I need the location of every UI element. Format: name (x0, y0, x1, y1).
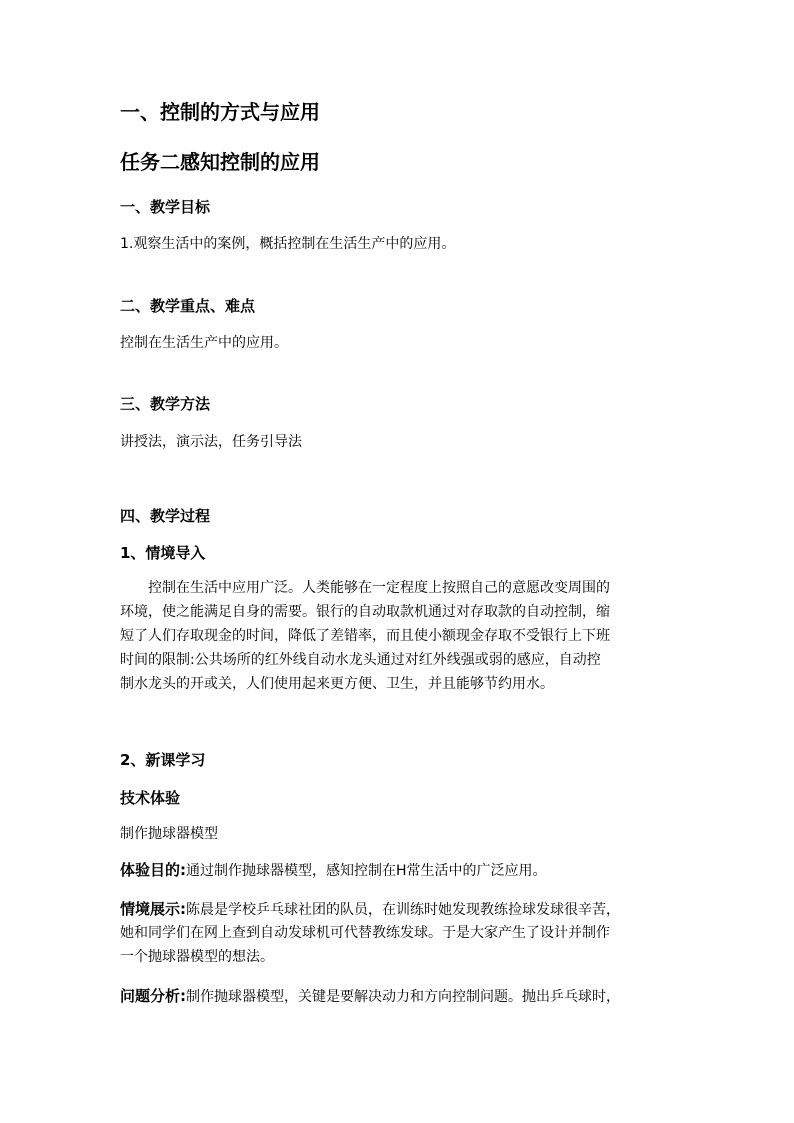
objective-item: 1.观察生活中的案例，概括控制在生活生产中的应用。 (120, 236, 456, 252)
key-points-text: 控制在生活生产中的应用。 (120, 335, 288, 351)
scene-paragraph (120, 897, 680, 969)
problem-text: 制作抛球器模型，关键是要解决动力和方向控制问题。抛出乒乓球时， (186, 989, 620, 1005)
scene-label: 情境展示: (120, 900, 186, 918)
methods-text: 讲授法，演示法，任务引导法 (120, 434, 302, 450)
paragraph-line: 制水龙头的开或关，人们使用起来更方便、卫生，并且能够节约用水。 (120, 676, 554, 692)
activity-title: 制作抛球器模型 (120, 826, 218, 842)
paragraph-line: 一个抛球器模型的想法。 (120, 949, 274, 965)
intro-paragraph (120, 576, 680, 696)
purpose-text: 通过制作抛球器模型，感知控制在H常生活中的广泛应用。 (186, 863, 547, 879)
subsection-heading-intro: 1、情境导入 (120, 544, 206, 562)
scene-text-1: 陈晨是学校乒乓球社团的队员，在训练时她发现教练捡球发球很辛苦， (186, 902, 620, 918)
purpose-label: 体验目的: (120, 861, 186, 879)
doc-title-2: 任务二感知控制的应用 (120, 150, 320, 174)
section-heading-key-points: 二、教学重点、难点 (120, 297, 256, 315)
section-heading-methods: 三、教学方法 (120, 395, 211, 413)
paragraph-line: 环境，使之能满足自身的需要。银行的自动取款机通过对存取款的自动控制，缩 (120, 604, 610, 620)
subsection-heading-new-lesson: 2、新课学习 (120, 751, 206, 769)
doc-title-1: 一、控制的方式与应用 (120, 100, 320, 124)
tech-experience-heading: 技术体验 (120, 789, 181, 807)
problem-label: 问题分析: (120, 987, 186, 1005)
paragraph-line (120, 897, 680, 921)
paragraph-line: 短了人们存取现金的时间，降低了差错率，而且使小额现金存取不受银行上下班 (120, 628, 610, 644)
paragraph-line: 她和同学们在网上查到自动发球机可代替教练发球。于是大家产生了设计并制作 (120, 925, 610, 941)
problem-line (120, 985, 680, 1008)
purpose-line (120, 859, 680, 882)
paragraph-line: 时间的限制:公共场所的红外线自动水龙头通过对红外线强或弱的感应，自动控 (120, 652, 601, 668)
section-heading-process: 四、教学过程 (120, 507, 211, 525)
paragraph-line: 控制在生活中应用广泛。人类能够在一定程度上按照自己的意愿改变周围的 (120, 580, 610, 596)
section-heading-objectives: 一、教学目标 (120, 198, 211, 216)
